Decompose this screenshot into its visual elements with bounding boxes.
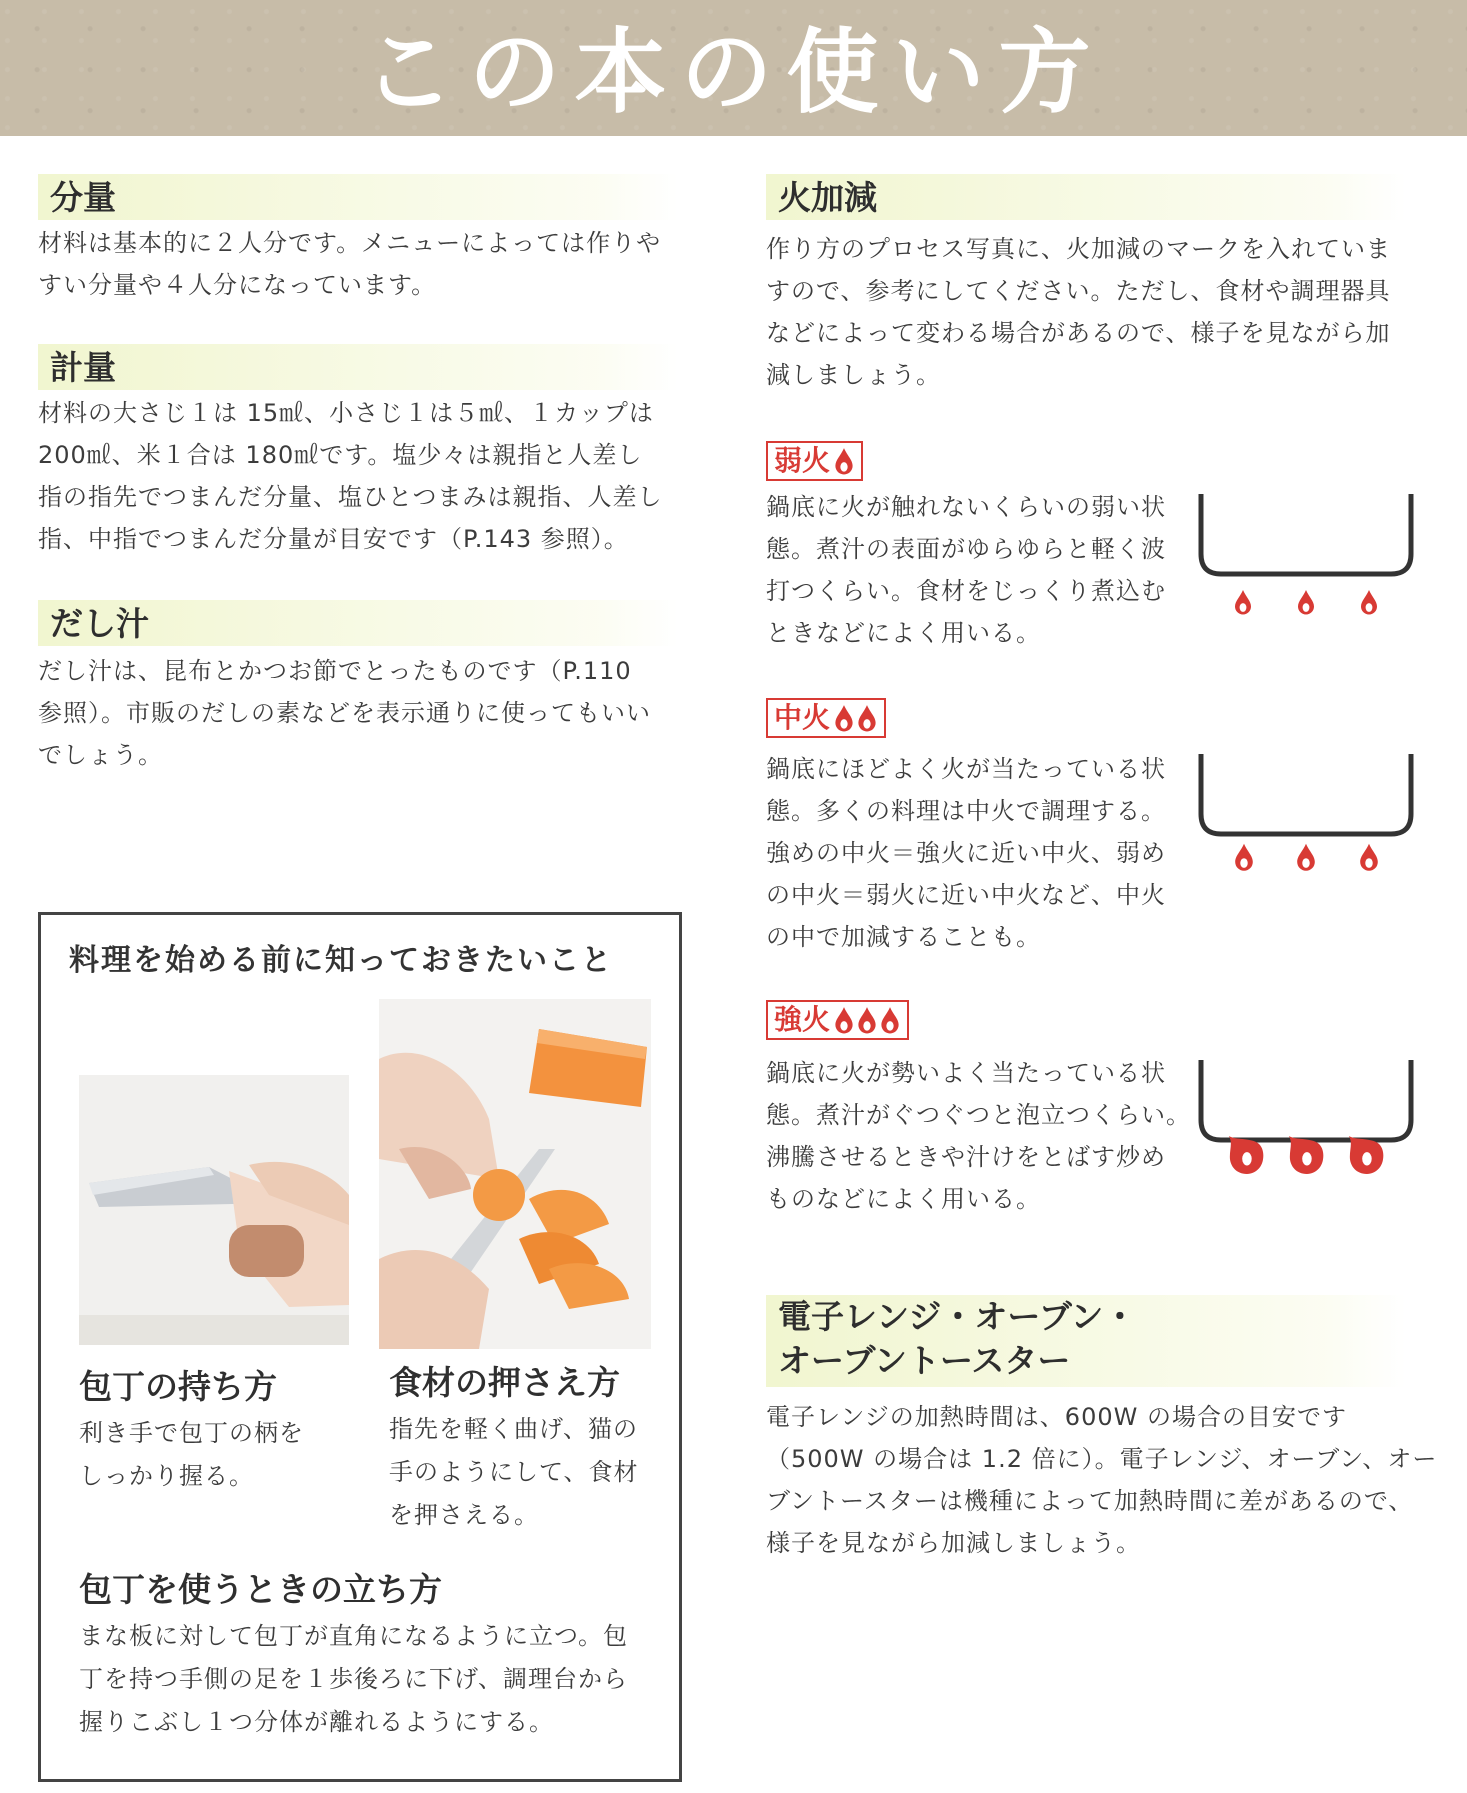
section-text-microwave: 電子レンジの加熱時間は、600W の場合の目安です （500W の場合は 1.2 倍に）。電子レンジ、オーブン、オー ブントースターは機種によって加熱時間に差があるので、 様子を見ながら加減しましょう。 [766, 1403, 1438, 1557]
section-text-bunryo: 材料は基本的に２人分です。メニューによっては作りや すい分量や４人分になっています。 [38, 229, 662, 299]
tip-title-knife-grip: 包丁の持ち方 [79, 1367, 277, 1406]
heat-label-medium-text: 中火 [774, 701, 831, 734]
section-text-keiryo: 材料の大さじ１は 15㎖、小さじ１は５㎖、１カップは 200㎖、米１合は 180㎖です。塩少々は親指と人差し 指の指先でつまんだ分量、塩ひとつまみは親指、人差し 指、中指でつまんだ分量が目安です（P.143 参照）。 [38, 399, 663, 553]
section-title-hikagen: 火加減 [766, 174, 1406, 220]
pot-strong-heat-icon [1195, 1058, 1417, 1188]
photo-knife-grip [79, 1075, 349, 1345]
tip-title-holding-food: 食材の押さえ方 [389, 1363, 620, 1402]
tip-text-holding-food: 指先を軽く曲げ、猫の 手のようにして、食材 を押さえる。 [389, 1415, 639, 1529]
heat-text-strong: 鍋底に火が勢いよく当たっている状 態。煮汁がぐつぐつと泡立つくらい。 沸騰させるときや汁けをとばす炒め ものなどによく用いる。 [766, 1059, 1191, 1213]
heat-label-strong [766, 1000, 909, 1040]
flame-icon [856, 704, 878, 732]
flame-icon [833, 704, 855, 732]
flame-icon [833, 1006, 855, 1034]
pot-medium-heat-icon [1195, 752, 1417, 882]
heat-label-medium [766, 698, 886, 738]
heat-label-weak-flames [833, 447, 855, 475]
section-title-keiryo: 計量 [38, 344, 678, 390]
tip-text-knife-grip: 利き手で包丁の柄を しっかり握る。 [79, 1419, 304, 1490]
pot-weak-heat-icon [1195, 492, 1417, 622]
tip-title-standing: 包丁を使うときの立ち方 [79, 1570, 442, 1609]
flame-icon [856, 1006, 878, 1034]
photo-holding-food [379, 999, 651, 1349]
section-title-bunryo: 分量 [38, 174, 678, 220]
section-title-microwave: 電子レンジ・オーブン・ オーブントースター [766, 1295, 1406, 1387]
tip-text-standing: まな板に対して包丁が直角になるように立つ。包 丁を持つ手側の足を１歩後ろに下げ、調理台から 握りこぶし１つ分体が離れるようにする。 [79, 1622, 629, 1736]
heat-label-medium-flames [833, 704, 878, 732]
section-title-dashi: だし汁 [38, 600, 678, 646]
heat-text-medium: 鍋底にほどよく火が当たっている状 態。多くの料理は中火で調理する。 強めの中火＝強火に近い中火、弱め の中火＝弱火に近い中火など、中火 の中で加減することも。 [766, 755, 1166, 951]
heat-label-weak [766, 441, 863, 481]
tips-title: 料理を始める前に知っておきたいこと [69, 943, 613, 978]
page-header [0, 0, 1467, 136]
heat-label-strong-text: 強火 [774, 1003, 831, 1036]
section-text-dashi: だし汁は、昆布とかつお節でとったものです（P.110 参照）。市販のだしの素などを表示通りに使ってもいい でしょう。 [38, 657, 651, 769]
flame-icon [833, 447, 855, 475]
section-text-hikagen: 作り方のプロセス写真に、火加減のマークを入れていま すので、参考にしてください。ただし、食材や調理器具 などによって変わる場合があるので、様子を見ながら加 減しましょう。 [766, 235, 1391, 389]
heat-text-weak: 鍋底に火が触れないくらいの弱い状 態。煮汁の表面がゆらゆらと軽く波 打つくらい。食材をじっくり煮込む ときなどによく用いる。 [766, 493, 1166, 647]
heat-label-strong-flames [833, 1006, 901, 1034]
tips-box [38, 912, 682, 1782]
flame-icon [879, 1006, 901, 1034]
page-title: この本の使い方 [362, 19, 1105, 126]
heat-label-weak-text: 弱火 [774, 444, 831, 477]
